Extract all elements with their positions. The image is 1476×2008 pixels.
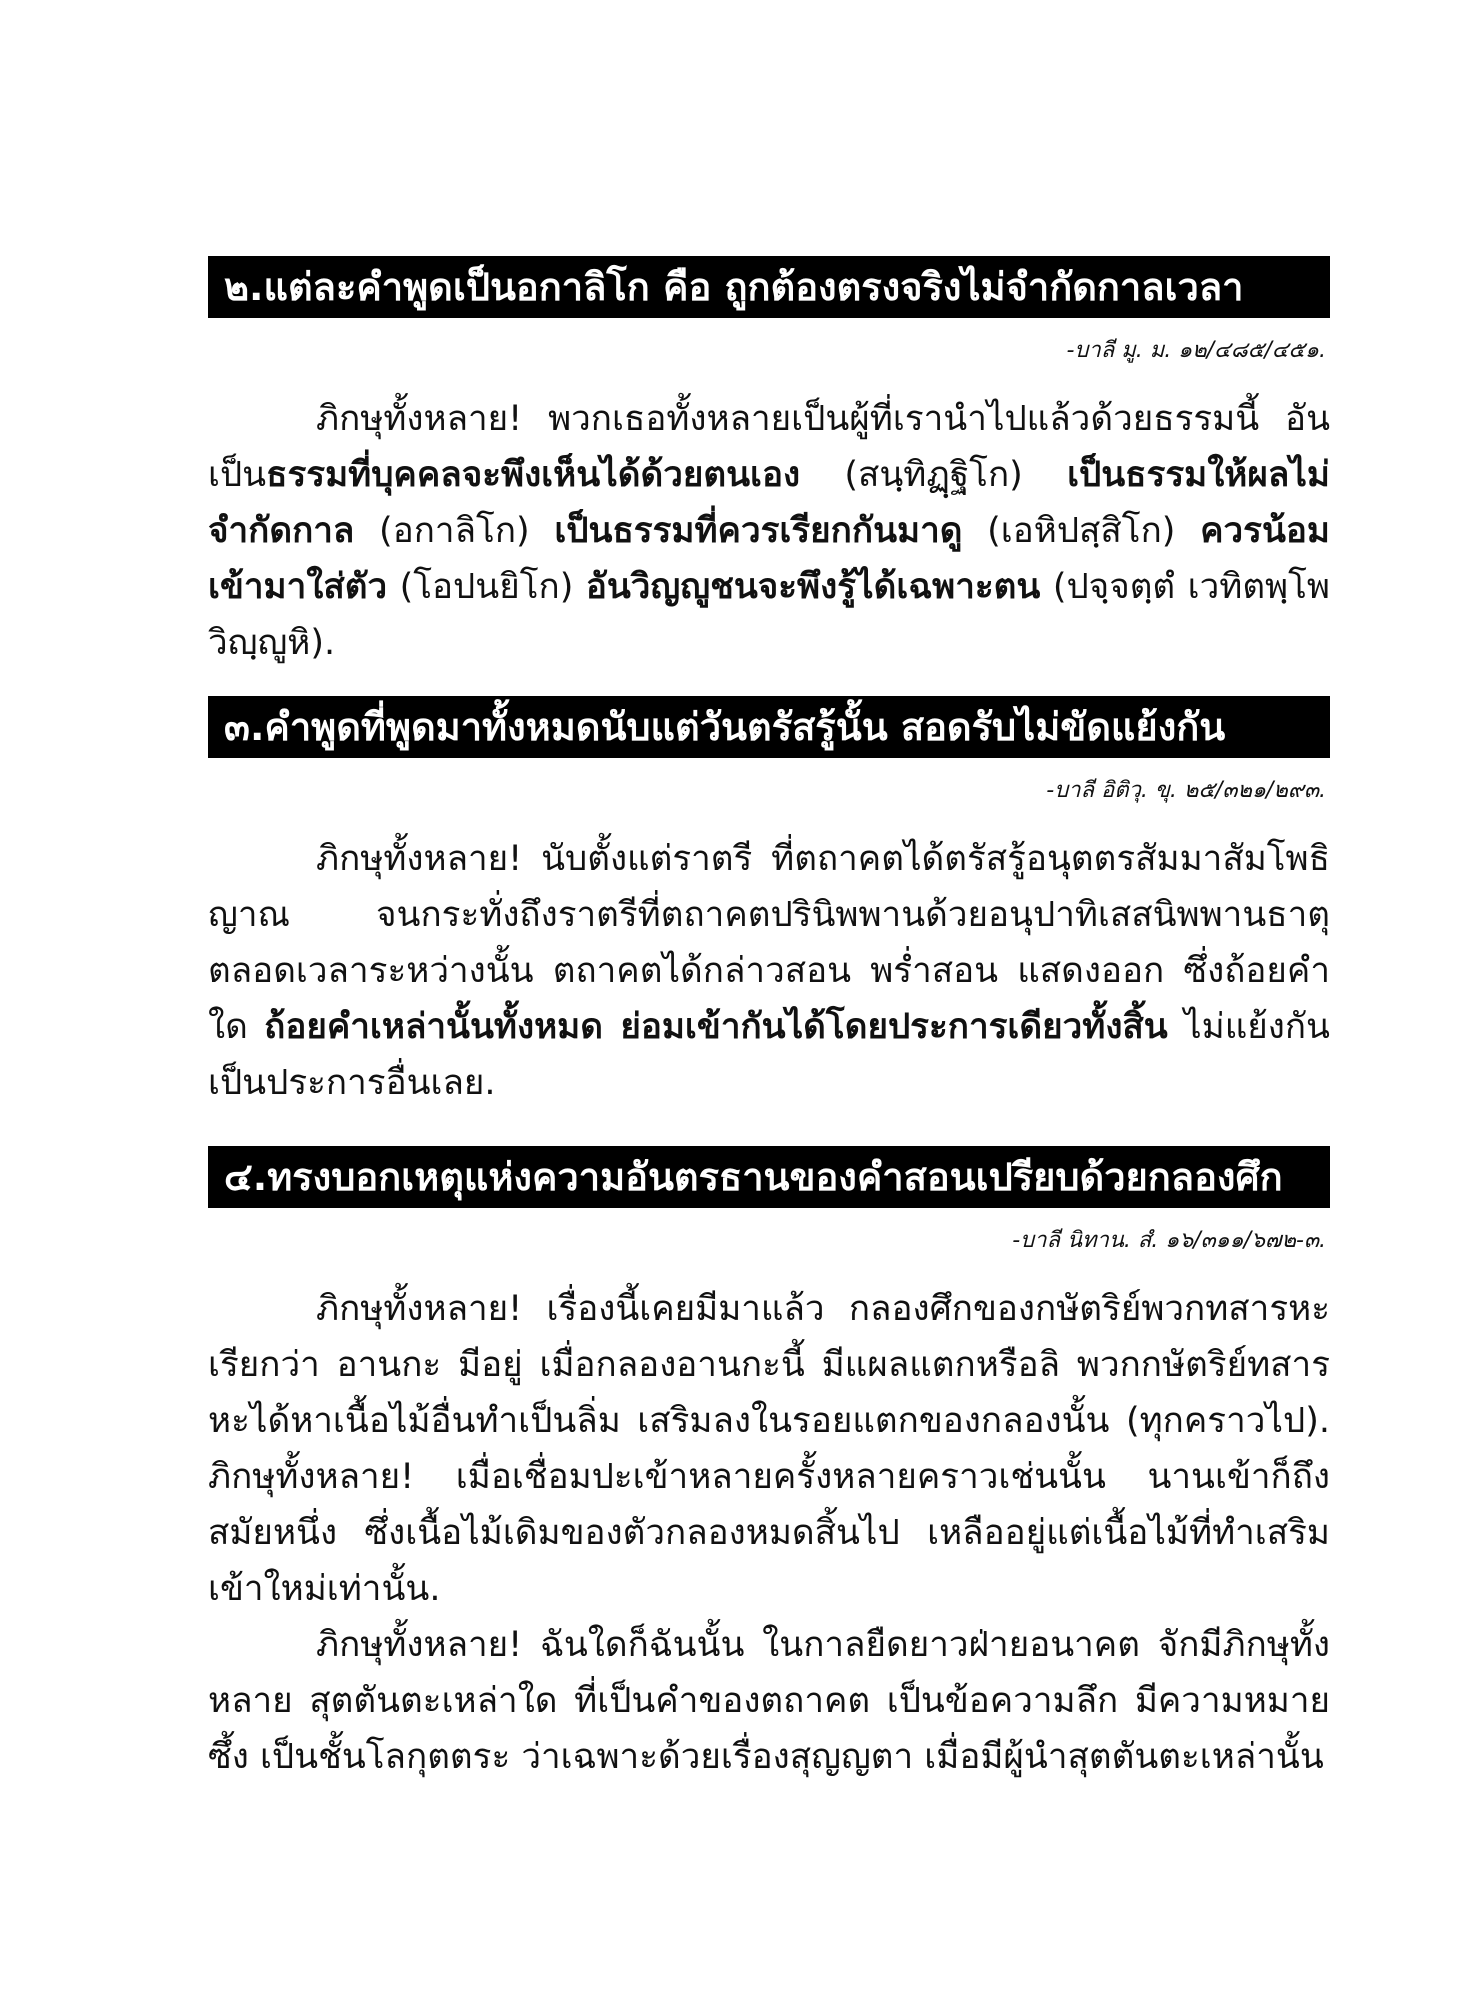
section-3 (208, 696, 1330, 1111)
paragraph: ภิกษุทั้งหลาย! นับตั้งแต่ราตรี ที่ตถาคตได้ตรัสรู้อนุตตรสัมมาสัมโพธิญาณ จนกระทั่งถึงราตรีที่ตถาคตปรินิพพานด้วยอนุปาทิเสสนิพพานธาตุ ตลอดเวลาระหว่างนั้น ตถาคตได้กล่าวสอน พร่ำสอน แสดงออก ซึ่งถ้อยคำใด ถ้อยคำเหล่านั้นทั้งหมด ย่อมเข้ากันได้โดยประการเดียวทั้งสิ้น ไม่แย้งกันเป็นประการอื่นเลย. (208, 839, 1330, 1103)
paragraph: ภิกษุทั้งหลาย! พวกเธอทั้งหลายเป็นผู้ที่เรานำไปแล้วด้วยธรรมนี้ อันเป็นธรรมที่บุคคลจะพึงเห็นได้ด้วยตนเอง (สนฺทิฏฺฐิโก) เป็นธรรมให้ผลไม่จำกัดกาล (อกาลิโก) เป็นธรรมที่ควรเรียกกันมาดู (เอหิปสฺสิโก) ควรน้อมเข้ามาใส่ตัว (โอปนยิโก) อันวิญญูชนจะพึงรู้ได้เฉพาะตน (ปจฺจตฺตํ เวทิตพฺโพ วิญฺญูหิ). (208, 399, 1330, 663)
pali-reference: -บาลี นิทาน. สํ. ๑๖/๓๑๑/๖๗๒-๓. (1012, 1228, 1326, 1253)
section-heading: ๔.ทรงบอกเหตุแห่งความอันตรธานของคำสอนเปรียบด้วยกลองศึก (208, 1146, 1330, 1208)
paragraph: ภิกษุทั้งหลาย! เรื่องนี้เคยมีมาแล้ว กลองศึกของกษัตริย์พวกทสารหะ เรียกว่า อานกะ มีอยู่ เมื่อกลองอานกะนี้ มีแผลแตกหรือลิ พวกกษัตริย์ทสารหะได้หาเนื้อไม้อื่นทำเป็นลิ่ม เสริมลงในรอยแตกของกลองนั้น (ทุกคราวไป). ภิกษุทั้งหลาย! เมื่อเชื่อมปะเข้าหลายครั้งหลายคราวเช่นนั้น นานเข้าก็ถึงสมัยหนึ่ง ซึ่งเนื้อไม้เดิมของตัวกลองหมดสิ้นไป เหลืออยู่แต่เนื้อไม้ที่ทำเสริมเข้าใหม่เท่านั้น. (208, 1289, 1330, 1609)
section-heading: ๒.แต่ละคำพูดเป็นอกาลิโก คือ ถูกต้องตรงจริงไม่จำกัดกาลเวลา (208, 256, 1330, 318)
pali-reference: -บาลี มู. ม. ๑๒/๔๘๕/๔๕๑. (1066, 338, 1326, 363)
section-4 (208, 1146, 1330, 1785)
section-2 (208, 256, 1330, 671)
pali-reference: -บาลี อิติวุ. ขุ. ๒๕/๓๒๑/๒๙๓. (1046, 778, 1326, 803)
section-heading: ๓.คำพูดที่พูดมาทั้งหมดนับแต่วันตรัสรู้นั้น สอดรับไม่ขัดแย้งกัน (208, 696, 1330, 758)
paragraph: ภิกษุทั้งหลาย! ฉันใดก็ฉันนั้น ในกาลยืดยาวฝ่ายอนาคต จักมีภิกษุทั้งหลาย สุตตันตะเหล่าใด ที่เป็นคำของตถาคต เป็นข้อความลึก มีความหมายซึ้ง เป็นชั้นโลกุตตระ ว่าเฉพาะด้วยเรื่องสุญญตา เมื่อมีผู้นำสุตตันตะเหล่านั้น (208, 1625, 1330, 1777)
